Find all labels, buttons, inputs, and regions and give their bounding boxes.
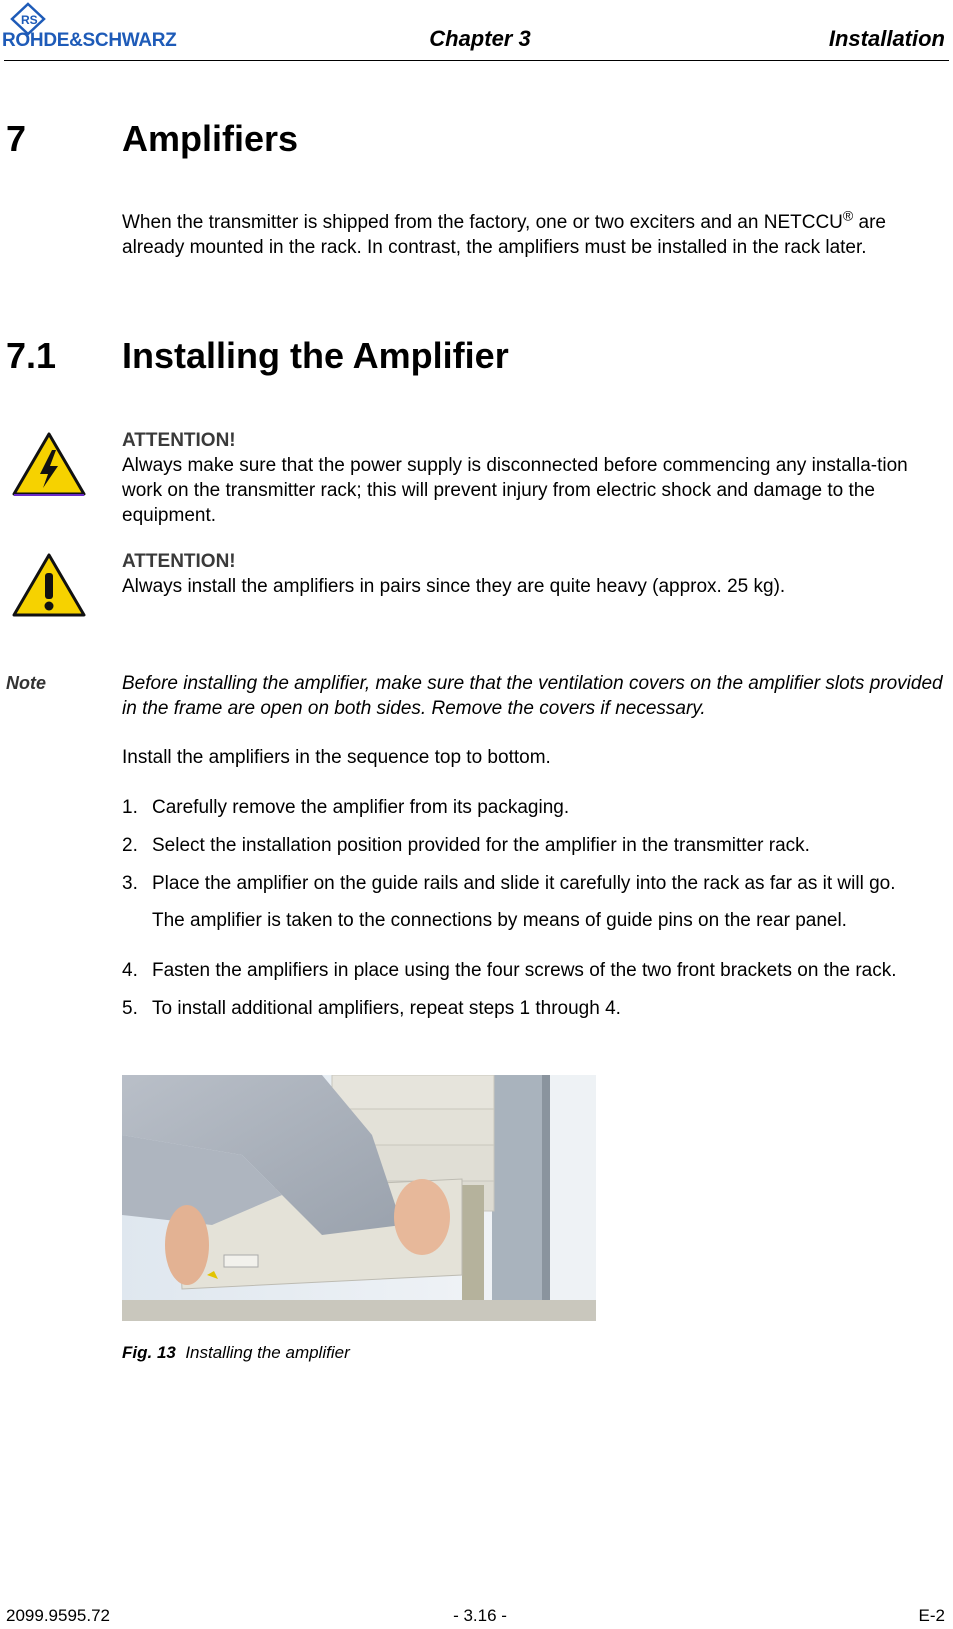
list-item (122, 795, 948, 820)
intro-part1: When the transmitter is shipped from the factory, one or two exciters and an NETCCU (122, 212, 843, 233)
step-number: 1. (122, 797, 138, 818)
note-text: Before installing the amplifier, make sure that the ventilation covers on the amplifier slots provided in the frame are open on both sides. Remove the covers if necessary. (122, 673, 943, 719)
list-item (122, 996, 948, 1021)
step-text: Carefully remove the amplifier from its packaging. (152, 797, 570, 818)
rohde-schwarz-logo (2, 4, 224, 50)
attention-2-title: ATTENTION! (122, 551, 236, 572)
section-7-title: Amplifiers (122, 118, 299, 159)
attention-2 (122, 549, 948, 599)
amplifier-installation-photo (122, 1075, 596, 1321)
attention-1 (122, 428, 948, 528)
step-3-subtext: The amplifier is taken to the connections by means of guide pins on the rear panel. (152, 910, 847, 931)
step-number: 4. (122, 960, 138, 981)
note-label: Note (6, 673, 46, 693)
header-divider (4, 60, 949, 61)
section-7-1-title: Installing the Amplifier (122, 335, 509, 376)
figure-label: Fig. 13 (122, 1343, 176, 1362)
figure-caption (122, 1343, 350, 1363)
attention-2-text: Always install the amplifiers in pairs since they are quite heavy (approx. 25 kg). (122, 576, 786, 597)
attention-1-title: ATTENTION! (122, 430, 236, 451)
step-number: 5. (122, 998, 138, 1019)
sequence-text: Install the amplifiers in the sequence top to bottom. (122, 747, 551, 768)
step-text: Fasten the amplifiers in place using the four screws of the two front brackets on the rack. (152, 960, 897, 981)
list-item (122, 833, 948, 858)
step-text: Place the amplifier on the guide rails and slide it carefully into the rack as far as it will go. (152, 873, 896, 894)
header-chapter: Chapter 3 (429, 26, 531, 51)
list-item (122, 958, 948, 983)
step-number: 3. (122, 873, 138, 894)
footer-edition: E-2 (918, 1606, 945, 1625)
general-warning-icon (10, 551, 88, 619)
intro-part2: are already mounted in the rack. In contrast, the amplifiers must be installed in the rack later. (122, 212, 886, 258)
registered-mark: ® (842, 207, 854, 224)
footer-page-number: - 3.16 - (453, 1606, 507, 1625)
step-text: To install additional amplifiers, repeat steps 1 through 4. (152, 998, 621, 1019)
step-text: Select the installation position provided for the amplifier in the transmitter rack. (152, 835, 810, 856)
section-7-intro (122, 207, 948, 260)
list-item (122, 871, 948, 933)
header-section: Installation (828, 26, 945, 51)
footer-doc-number: 2099.9595.72 (6, 1606, 110, 1625)
step-number: 2. (122, 835, 138, 856)
installation-steps (122, 795, 948, 1021)
logo-text: ROHDE&SCHWARZ (2, 30, 177, 51)
figure-caption-text: Installing the amplifier (185, 1343, 350, 1362)
section-7-1-number: 7.1 (6, 335, 57, 376)
section-7-number: 7 (6, 118, 27, 159)
electric-shock-warning-icon (10, 430, 88, 498)
svg-text:RS: RS (21, 13, 38, 27)
attention-1-text: Always make sure that the power supply is disconnected before commencing any installa-tion work on the transmitter rack; this will prevent injury from electric shock and damage to the equipment. (122, 455, 908, 526)
